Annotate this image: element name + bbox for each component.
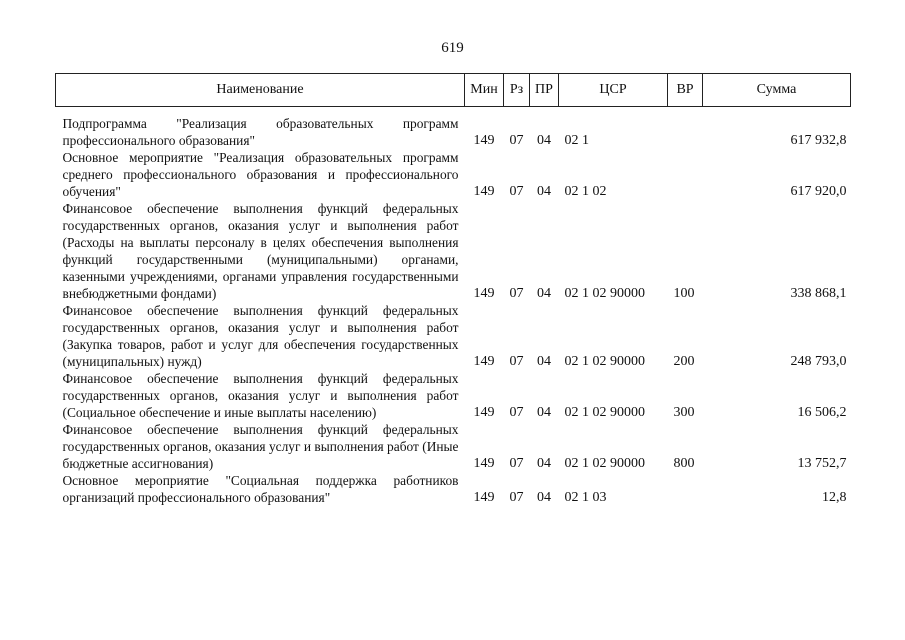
row-vr [668, 149, 703, 200]
column-header-pr: ПР [530, 74, 559, 107]
budget-table [55, 73, 851, 506]
row-name: Основное мероприятие "Социальная поддержка работников организаций профессионального образования" [62, 473, 459, 505]
table-row [56, 472, 851, 506]
row-rz: 07 [509, 490, 524, 505]
row-vr: 300 [673, 405, 695, 420]
row-vr [668, 107, 703, 150]
row-vr [668, 472, 703, 506]
row-min: 149 [473, 354, 495, 369]
column-header-sum: Сумма [703, 74, 851, 107]
row-pr: 04 [537, 286, 551, 301]
row-rz: 07 [509, 354, 524, 369]
row-rz: 07 [509, 456, 524, 471]
row-rz: 07 [509, 184, 524, 199]
row-sum: 16 506,2 [797, 405, 847, 420]
row-min: 149 [473, 184, 495, 199]
row-name: Финансовое обеспечение выполнения функций федеральных государственных органов, оказания услуг и выполнения работ (Иные бюджетные ассигнования) [62, 422, 459, 471]
column-header-vr: ВР [668, 74, 703, 107]
row-vr: 200 [673, 354, 695, 369]
row-name: Финансовое обеспечение выполнения функций федеральных государственных органов, оказания услуг и выполнения работ (Социальное обеспечение и иные выплаты населению) [62, 371, 459, 420]
table-row [56, 421, 851, 472]
row-csr: 02 1 02 90000 [564, 286, 645, 301]
row-csr: 02 1 02 90000 [564, 456, 645, 471]
row-rz: 07 [509, 133, 524, 148]
table-row [56, 370, 851, 421]
row-min: 149 [473, 405, 495, 420]
row-min: 149 [473, 133, 495, 148]
row-sum: 617 920,0 [790, 184, 847, 199]
row-pr: 04 [537, 456, 551, 471]
row-sum: 12,8 [822, 490, 847, 505]
table-row [56, 149, 851, 200]
row-rz: 07 [509, 286, 524, 301]
row-min: 149 [473, 456, 495, 471]
page-number: 619 [441, 40, 464, 56]
table-row [56, 107, 851, 150]
row-sum: 248 793,0 [790, 354, 847, 369]
row-min: 149 [473, 286, 495, 301]
row-name: Основное мероприятие "Реализация образовательных программ среднего профессионального образования и профессионального обучения" [62, 150, 459, 199]
table-row [56, 302, 851, 370]
column-header-csr: ЦСР [559, 74, 668, 107]
row-sum: 338 868,1 [790, 286, 847, 301]
table-header-row [56, 74, 851, 107]
row-csr: 02 1 02 90000 [564, 354, 645, 369]
column-header-name: Наименование [56, 74, 465, 107]
row-name: Подпрограмма "Реализация образовательных программ профессионального образования" [62, 116, 459, 148]
row-sum: 13 752,7 [797, 456, 847, 471]
row-vr: 100 [673, 286, 695, 301]
column-header-rz: Рз [504, 74, 530, 107]
row-pr: 04 [537, 405, 551, 420]
row-name: Финансовое обеспечение выполнения функций федеральных государственных органов, оказания услуг и выполнения работ (Расходы на выплаты персоналу в целях обеспечения выполнения функций государственными (муниципальными) органами, казенными учреждениями, органами управления государственными внебюджетными фондами) [62, 201, 459, 301]
column-header-min: Мин [465, 74, 504, 107]
row-min: 149 [473, 490, 495, 505]
row-vr: 800 [673, 456, 695, 471]
row-pr: 04 [537, 354, 551, 369]
row-name: Финансовое обеспечение выполнения функций федеральных государственных органов, оказания услуг и выполнения работ (Закупка товаров, работ и услуг для обеспечения государственных (муниципальных) нужд) [62, 303, 459, 369]
row-pr: 04 [537, 490, 551, 505]
row-csr: 02 1 03 [564, 490, 607, 505]
row-csr: 02 1 [564, 133, 589, 148]
row-csr: 02 1 02 90000 [564, 405, 645, 420]
row-pr: 04 [537, 133, 551, 148]
row-rz: 07 [509, 405, 524, 420]
row-csr: 02 1 02 [564, 184, 607, 199]
row-sum: 617 932,8 [790, 133, 847, 148]
table-row [56, 200, 851, 302]
row-pr: 04 [537, 184, 551, 199]
